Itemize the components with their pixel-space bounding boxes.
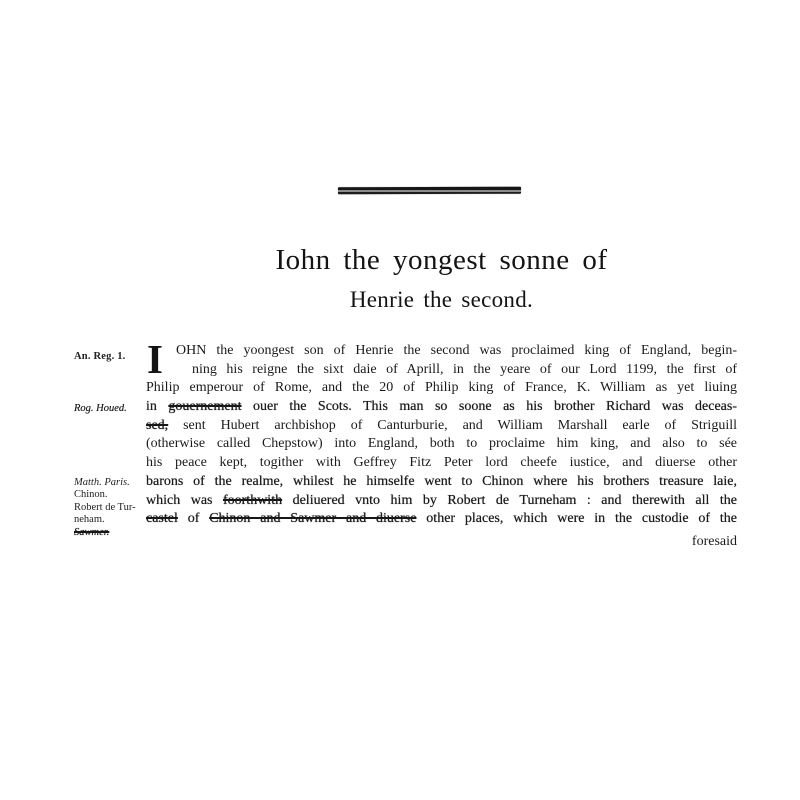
ink-smudge: sed, [146,417,169,433]
body-line: in gouernement ouer the Scots. This man so soone as his brother Richard was deceas- [146,399,738,415]
margin-note-line: Robert de Tur- [74,501,136,513]
body-line: which was foorthwith deliuered vnto him by Robert de Turneham : and therewith all the [146,492,737,508]
ink-smudge: Chinon and Sawmer and diuerse [209,511,417,527]
body-paragraph [146,336,738,552]
margin-note-rog-houed: Rog. Houed. [74,403,127,414]
ink-smudge: foorthwith [222,492,283,508]
margin-note-sources [74,477,150,539]
chapter-title-line2: Henrie the second. [349,287,534,312]
margin-note-line [74,527,150,539]
margin-note-line: neham. [74,514,105,526]
drop-cap: I [147,336,163,382]
body-line: castel of Chinon and Sawmer and diuerse other places, which were in the custodie of the [146,511,738,527]
body-line: sed, sent Hubert archbishop of Canturburie, and William Marshall earle of Striguill [146,417,737,433]
margin-note-line: Chinon. [74,489,108,501]
body-line: OHN the yoongest son of Henrie the second was proclaimed king of England, begin- [176,343,737,358]
margin-note-an-reg: An. Reg. 1. [74,351,126,362]
body-line: ning his reigne the sixt daie of Aprill, in the yeare of our Lord 1199, the first of [192,361,737,377]
catchword: foresaid [691,533,737,549]
body-line: his peace kept, togither with Geffrey Fitz Peter lord cheefe iustice, and diuerse other [146,455,737,471]
chapter-heading [146,243,737,313]
body-line: Philip emperour of Rome, and the 20 of Philip king of France, K. William as yet liuing [146,380,737,396]
ornament-double-rule [338,187,521,194]
margin-note-line: Matth. Paris. [74,477,130,488]
ink-smudge: Sawmer. [74,526,110,538]
body-line: (otherwise called Chepstow) into England, both to proclaime him king, and also to sée [146,436,737,452]
body-line: barons of the realme, whilest he himselfe went to Chinon where his brothers treasure laie, [146,473,737,489]
chapter-title-line1: Iohn the yongest sonne of [275,244,608,276]
ink-smudge: castel [146,511,178,527]
ink-smudge: gouernement [168,399,242,415]
